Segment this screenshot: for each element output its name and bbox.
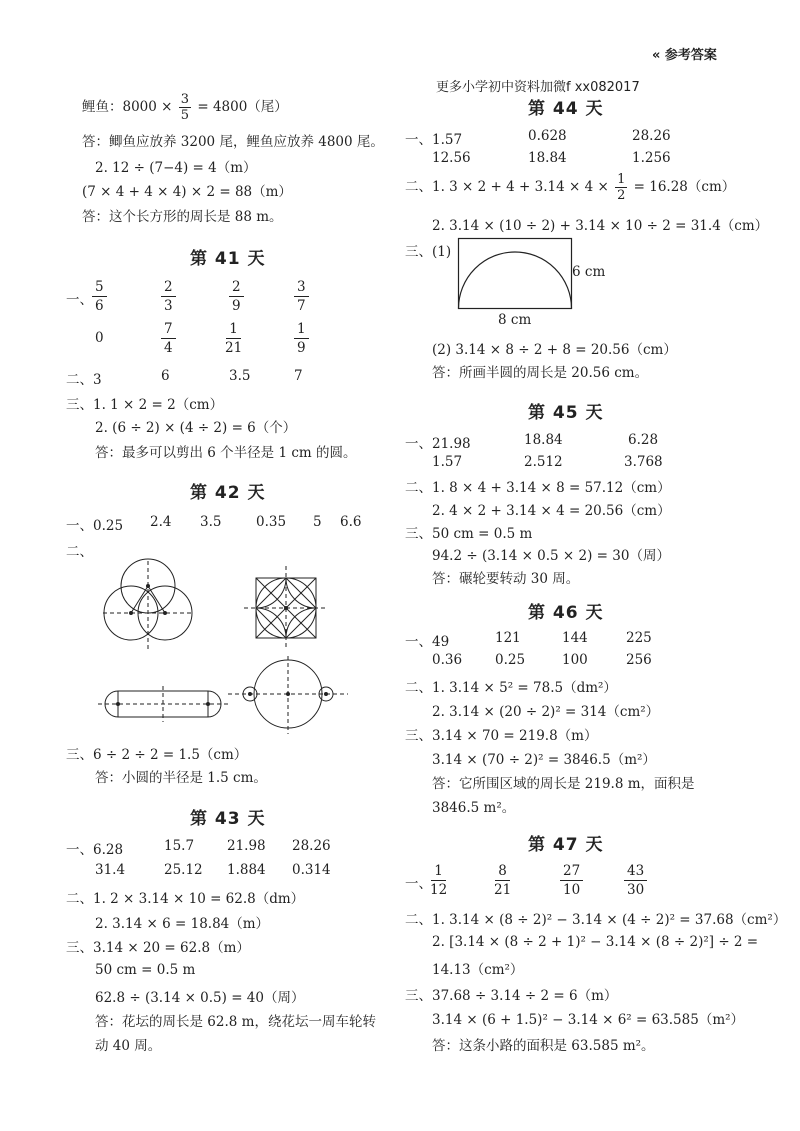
d43-r1-a: 一、6.28 <box>66 842 124 858</box>
d42-s3-b: 答：小圆的半径是 1.5 cm。 <box>95 770 267 786</box>
day-47-title: 第 47 天 <box>528 835 604 855</box>
d41-s3-b: 2. (6 ÷ 2) × (4 ÷ 2) = 6（个） <box>95 420 297 436</box>
d41-s3-a: 三、1. 1 × 2 = 2（cm） <box>66 397 224 413</box>
d45-s3-b: 94.2 ÷ (3.14 × 0.5 × 2) = 30（周） <box>432 548 670 564</box>
d43-r2-c: 1.884 <box>227 862 266 878</box>
d47-s3-c: 答：这条小路的面积是 63.585 m²。 <box>432 1038 655 1054</box>
d44-r1-c: 28.26 <box>632 128 671 144</box>
d44-r2-a: 12.56 <box>432 150 471 166</box>
d44-r2-b: 18.84 <box>528 150 567 166</box>
d43-s3-a: 三、3.14 × 20 = 62.8（m） <box>66 940 250 956</box>
d41-frac-7: 1 9 <box>294 320 309 357</box>
d42-s1-f: 6.6 <box>340 514 362 530</box>
d42-s1-c: 3.5 <box>200 514 222 530</box>
d46-s3-d: 3846.5 m²。 <box>432 800 516 816</box>
d47-s3-b: 3.14 × (6 + 1.5)² − 3.14 × 6² = 63.585（m²） <box>432 1012 745 1028</box>
d46-r2-c: 100 <box>562 652 588 668</box>
d47-s1-index: 一、 <box>405 876 432 892</box>
d42-s3-a: 三、6 ÷ 2 ÷ 2 = 1.5（cm） <box>66 747 248 763</box>
d42-s1-a: 一、0.25 <box>66 518 124 534</box>
d43-s3-c: 62.8 ÷ (3.14 × 0.5) = 40（周） <box>95 990 305 1006</box>
d45-r1-a: 一、21.98 <box>405 436 471 452</box>
top-line-3: 2. 12 ÷ (7−4) = 4（m） <box>95 160 257 176</box>
three-circles-figure <box>98 556 198 656</box>
d41-s2-b: 6 <box>161 368 170 384</box>
d45-r2-c: 3.768 <box>624 454 663 470</box>
square-circle-figure <box>244 566 328 650</box>
d43-s2-b: 2. 3.14 × 6 = 18.84（m） <box>95 916 270 932</box>
d45-r1-c: 6.28 <box>628 432 659 448</box>
d42-s1-b: 2.4 <box>150 514 172 530</box>
d44-s3-c: 答：所画半圆的周长是 20.56 cm。 <box>432 365 649 381</box>
d46-r2-b: 0.25 <box>495 652 526 668</box>
d41-frac-3: 2 9 <box>229 278 244 315</box>
d43-s3-d: 答：花坛的周长是 62.8 m，绕花坛一周车轮转 <box>95 1014 376 1030</box>
day-44-title: 第 44 天 <box>528 99 604 119</box>
d43-s3-b: 50 cm = 0.5 m <box>95 962 196 978</box>
d43-r1-b: 15.7 <box>164 838 195 854</box>
d45-s3-c: 答：碾轮要转动 30 周。 <box>432 571 580 587</box>
d45-r1-b: 18.84 <box>524 432 563 448</box>
d41-s2-d: 7 <box>294 368 303 384</box>
watermark-text: 更多小学初中资料加微f xx082017 <box>436 80 640 95</box>
d46-r1-d: 225 <box>626 630 652 646</box>
d45-r2-b: 2.512 <box>524 454 563 470</box>
d44-r2-c: 1.256 <box>632 150 671 166</box>
d45-s2-b: 2. 4 × 2 + 3.14 × 4 = 20.56（cm） <box>432 503 671 519</box>
top-line-2: 答：鲫鱼应放养 3200 尾，鲤鱼应放养 4800 尾。 <box>82 134 384 150</box>
d47-frac-2: 8 21 <box>494 863 512 898</box>
d45-s3-a: 三、50 cm = 0.5 m <box>405 526 533 542</box>
top-line-1: 鲤鱼：8000 × $\frac{3}{5}$ = 4800（尾） <box>82 92 288 123</box>
d46-s3-a: 三、3.14 × 70 = 219.8（m） <box>405 728 598 744</box>
top-line-5: 答：这个长方形的周长是 88 m。 <box>82 209 283 225</box>
d41-s2-a: 二、3 <box>66 372 102 388</box>
d41-s2-c: 3.5 <box>229 368 251 384</box>
d47-frac-1: 1 12 <box>430 863 448 898</box>
figure-width-label: 8 cm <box>498 312 532 328</box>
figure-height-label: 6 cm <box>572 264 606 280</box>
reference-answers-label: « 参考答案 <box>652 48 717 63</box>
day-45-title: 第 45 天 <box>528 403 604 423</box>
d44-s3-a: 三、(1) <box>405 244 452 260</box>
day-46-title: 第 46 天 <box>528 603 604 623</box>
d46-s2-b: 2. 3.14 × (20 ÷ 2)² = 314（cm²） <box>432 704 660 720</box>
day-41-title: 第 41 天 <box>190 249 266 269</box>
d47-s3-a: 三、37.68 ÷ 3.14 ÷ 2 = 6（m） <box>405 988 618 1004</box>
d44-r1-a: 一、1.57 <box>405 132 463 148</box>
stadium-figure <box>98 686 228 722</box>
d47-frac-4: 43 30 <box>624 862 647 899</box>
d44-s3-b: (2) 3.14 × 8 ÷ 2 + 8 = 20.56（cm） <box>432 342 677 358</box>
d45-s2-a: 二、1. 8 × 4 + 3.14 × 8 = 57.12（cm） <box>405 480 671 496</box>
d46-r1-a: 一、49 <box>405 634 450 650</box>
d43-r1-c: 21.98 <box>227 838 266 854</box>
d42-s1-e: 5 <box>313 514 322 530</box>
d47-s2-c: 14.13（cm²） <box>432 962 524 978</box>
d43-s3-e: 动 40 周。 <box>95 1038 162 1054</box>
d46-r2-d: 256 <box>626 652 652 668</box>
d41-frac-2: 2 3 <box>161 278 176 315</box>
d41-frac-1: 5 6 <box>92 278 107 315</box>
d43-r2-b: 25.12 <box>164 862 203 878</box>
d47-s2-a: 二、1. 3.14 × (8 ÷ 2)² − 3.14 × (4 ÷ 2)² = 37.68（cm²） <box>405 912 787 928</box>
d46-s3-c: 答：它所围区域的周长是 219.8 m，面积是 <box>432 776 695 792</box>
d46-s2-a: 二、1. 3.14 × 5² = 78.5（dm²） <box>405 680 617 696</box>
d41-frac-4: 3 7 <box>294 278 309 315</box>
d45-r2-a: 1.57 <box>432 454 463 470</box>
d43-s2-a: 二、1. 2 × 3.14 × 10 = 62.8（dm） <box>66 891 305 907</box>
day-42-title: 第 42 天 <box>190 483 266 503</box>
d42-s1-d: 0.35 <box>256 514 287 530</box>
d44-r1-b: 0.628 <box>528 128 567 144</box>
d41-frac-6: 1 21 <box>225 321 243 356</box>
d43-r2-a: 31.4 <box>95 862 126 878</box>
d41-s3-c: 答：最多可以剪出 6 个半径是 1 cm 的圆。 <box>95 445 357 461</box>
d43-r2-d: 0.314 <box>292 862 331 878</box>
d41-zero: 0 <box>95 330 104 346</box>
top-line-4: (7 × 4 + 4 × 4) × 2 = 88（m） <box>82 184 292 200</box>
d46-r2-a: 0.36 <box>432 652 463 668</box>
d44-s2-a: 二、1. 3 × 2 + 4 + 3.14 × 4 × $\frac{1}{2}$ = 16.28（cm） <box>405 172 736 203</box>
d43-r1-d: 28.26 <box>292 838 331 854</box>
d47-frac-3: 27 10 <box>560 862 583 899</box>
semicircle-rectangle-figure <box>458 238 574 310</box>
circle-with-small-circles-figure <box>228 656 348 736</box>
day-41-s1-index: 一、 <box>66 292 93 308</box>
d47-s2-b: 2. [3.14 × (8 ÷ 2 + 1)² − 3.14 × (8 ÷ 2)²] ÷ 2 = <box>432 934 759 950</box>
d46-r1-c: 144 <box>562 630 588 646</box>
d44-s2-b: 2. 3.14 × (10 ÷ 2) + 3.14 × 10 ÷ 2 = 31.4（cm） <box>432 218 769 234</box>
d42-s2-index: 二、 <box>66 544 93 560</box>
day-43-title: 第 43 天 <box>190 809 266 829</box>
d46-r1-b: 121 <box>495 630 521 646</box>
d41-frac-5: 7 4 <box>161 320 176 357</box>
d46-s3-b: 3.14 × (70 ÷ 2)² = 3846.5（m²） <box>432 752 656 768</box>
